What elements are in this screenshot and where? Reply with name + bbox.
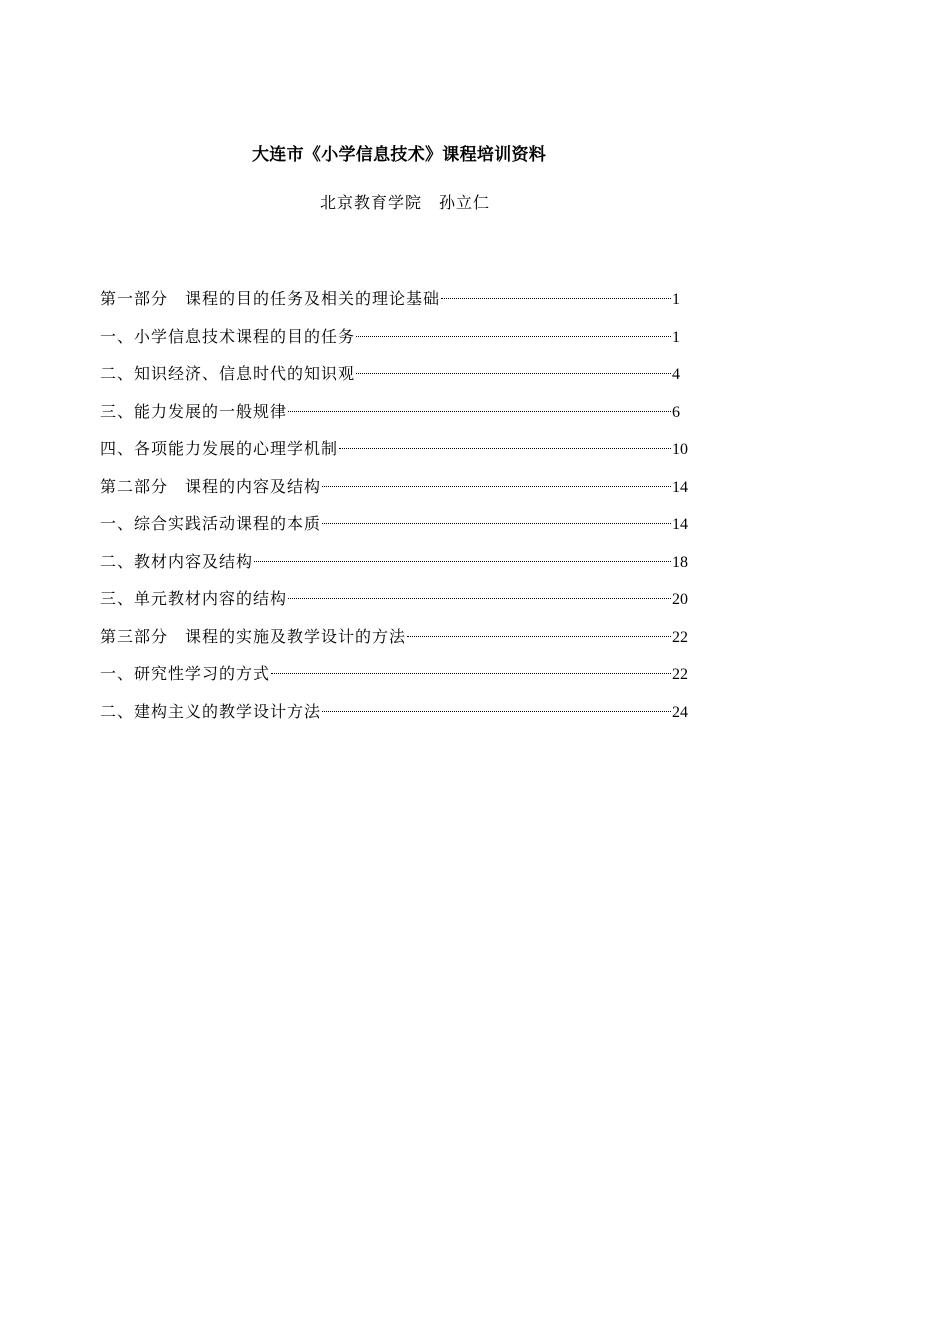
toc-entry-title: 一、综合实践活动课程的本质 xyxy=(100,514,322,533)
toc-leader-dots xyxy=(288,598,671,599)
toc-entry-page: 20 xyxy=(672,591,688,608)
toc-entry-title: 一、研究性学习的方式 xyxy=(100,664,271,683)
toc-entry-title: 二、知识经济、信息时代的知识观 xyxy=(100,364,356,383)
toc-leader-dots xyxy=(339,448,671,449)
toc-entry xyxy=(100,324,690,362)
toc-entry xyxy=(100,399,690,437)
toc-entry-page: 22 xyxy=(672,666,688,683)
toc-entry xyxy=(100,361,690,399)
toc-leader-dots xyxy=(356,373,671,374)
toc-entry xyxy=(100,474,690,512)
toc-entry-page: 10 xyxy=(672,441,688,458)
document-title: 大连市《小学信息技术》课程培训资料 xyxy=(252,145,547,165)
toc-leader-dots xyxy=(322,523,671,524)
toc-entry xyxy=(100,511,690,549)
toc-entry-title: 第二部分 课程的内容及结构 xyxy=(100,476,322,496)
toc-entry-title: 二、建构主义的教学设计方法 xyxy=(100,701,322,721)
toc-entry-title: 三、单元教材内容的结构 xyxy=(100,589,288,608)
document-author: 北京教育学院 孙立仁 xyxy=(320,193,491,212)
toc-entry-page: 18 xyxy=(672,553,688,571)
toc-leader-dots xyxy=(322,486,671,487)
toc-entry-page: 14 xyxy=(672,478,688,496)
toc-entry-page: 1 xyxy=(672,291,680,308)
toc-entry-title: 第一部分 课程的目的任务及相关的理论基础 xyxy=(100,289,441,308)
toc-entry xyxy=(100,624,690,662)
toc-entry-page: 1 xyxy=(672,328,680,346)
toc-leader-dots xyxy=(322,711,671,712)
toc-leader-dots xyxy=(271,673,671,674)
toc-entry xyxy=(100,699,690,737)
toc-entry xyxy=(100,436,690,474)
toc-entry xyxy=(100,286,690,324)
toc-entry-title: 四、各项能力发展的心理学机制 xyxy=(100,439,339,458)
toc-entry-page: 6 xyxy=(672,403,680,421)
toc-leader-dots xyxy=(356,336,671,337)
toc-entry-title: 三、能力发展的一般规律 xyxy=(100,401,288,421)
toc-entry-page: 4 xyxy=(672,366,680,383)
toc-leader-dots xyxy=(407,636,671,637)
toc-leader-dots xyxy=(441,298,671,299)
toc-entry-page: 24 xyxy=(672,703,688,721)
toc-entry-page: 22 xyxy=(672,628,688,646)
toc-entry-page: 14 xyxy=(672,516,688,533)
toc-entry-title: 二、教材内容及结构 xyxy=(100,551,254,571)
toc-entry-title: 第三部分 课程的实施及教学设计的方法 xyxy=(100,626,407,646)
toc-entry-title: 一、小学信息技术课程的目的任务 xyxy=(100,326,356,346)
toc-entry xyxy=(100,661,690,699)
toc-entry xyxy=(100,549,690,587)
toc-leader-dots xyxy=(288,411,671,412)
toc-leader-dots xyxy=(254,561,671,562)
table-of-contents xyxy=(100,286,690,736)
toc-entry xyxy=(100,586,690,624)
